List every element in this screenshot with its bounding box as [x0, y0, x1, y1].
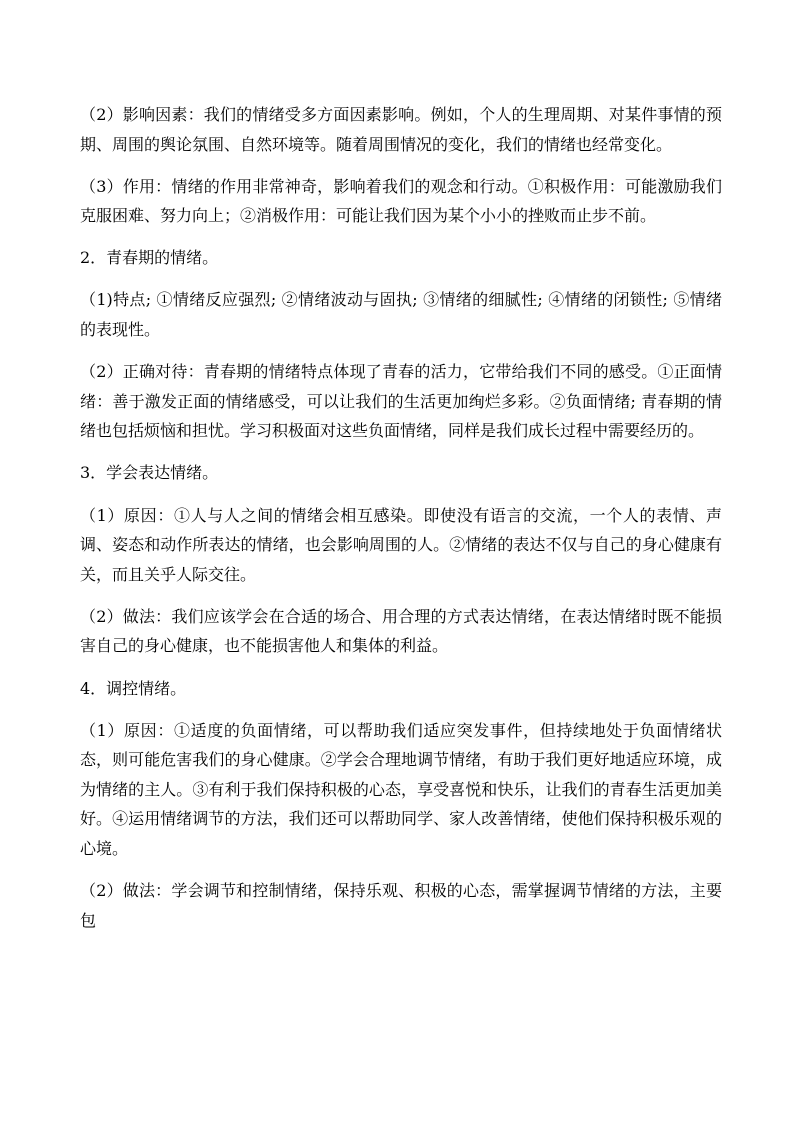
- paragraph-emotion-function: （3）作用：情绪的作用非常神奇，影响着我们的观念和行动。①积极作用：可能激励我们克服困难、努力向上；②消极作用：可能让我们因为某个小小的挫败而止步不前。: [80, 176, 722, 226]
- section-heading-regulate-emotions: 4．调控情绪。: [80, 678, 187, 698]
- section-heading-express-emotions: 3．学会表达情绪。: [80, 463, 219, 483]
- paragraph-regulate-reasons: （1）原因：①适度的负面情绪，可以帮助我们适应突发事件，但持续地处于负面情绪状态，则可能危害我们的身心健康。②学会合理地调节情绪，有助于我们更好地适应环境，成为情绪的主人。③有利于我们保持积极的心态，享受喜悦和快乐，让我们的青春生活更加美好。④运用情绪调节的方法，我们还可以帮助同学、家人改善情绪，使他们保持积极乐观的心境。: [80, 720, 722, 858]
- paragraph-correct-treatment: （2）正确对待：青春期的情绪特点体现了青春的活力，它带给我们不同的感受。①正面情绪：善于激发正面的情绪感受，可以让我们的生活更加绚烂多彩。②负面情绪; 青春期的情绪也包括烦恼和担忧。学习积极面对这些负面情绪，同样是我们成长过程中需要经历的。: [80, 362, 722, 441]
- paragraph-express-reasons: （1）原因：①人与人之间的情绪会相互感染。即使没有语言的交流，一个人的表情、声调、姿态和动作所表达的情绪，也会影响周围的人。②情绪的表达不仅与自己的身心健康有关，而且关乎人际交往。: [80, 505, 722, 584]
- document-page: [80, 100, 722, 948]
- paragraph-adolescent-traits: （1)特点; ①情绪反应强烈; ②情绪波动与固执; ③情绪的细腻性; ④情绪的闭锁性; ⑤情绪的表现性。: [80, 290, 722, 340]
- section-heading-adolescent-emotions: 2．青春期的情绪。: [80, 248, 219, 268]
- paragraph-express-methods: （2）做法：我们应该学会在合适的场合、用合理的方式表达情绪，在表达情绪时既不能损害自己的身心健康，也不能损害他人和集体的利益。: [80, 606, 722, 656]
- paragraph-influence-factors: （2）影响因素：我们的情绪受多方面因素影响。例如，个人的生理周期、对某件事情的预期、周围的舆论氛围、自然环境等。随着周围情况的变化，我们的情绪也经常变化。: [80, 105, 722, 154]
- paragraph-regulate-methods: （2）做法：学会调节和控制情绪，保持乐观、积极的心态，需掌握调节情绪的方法，主要包: [80, 881, 722, 930]
